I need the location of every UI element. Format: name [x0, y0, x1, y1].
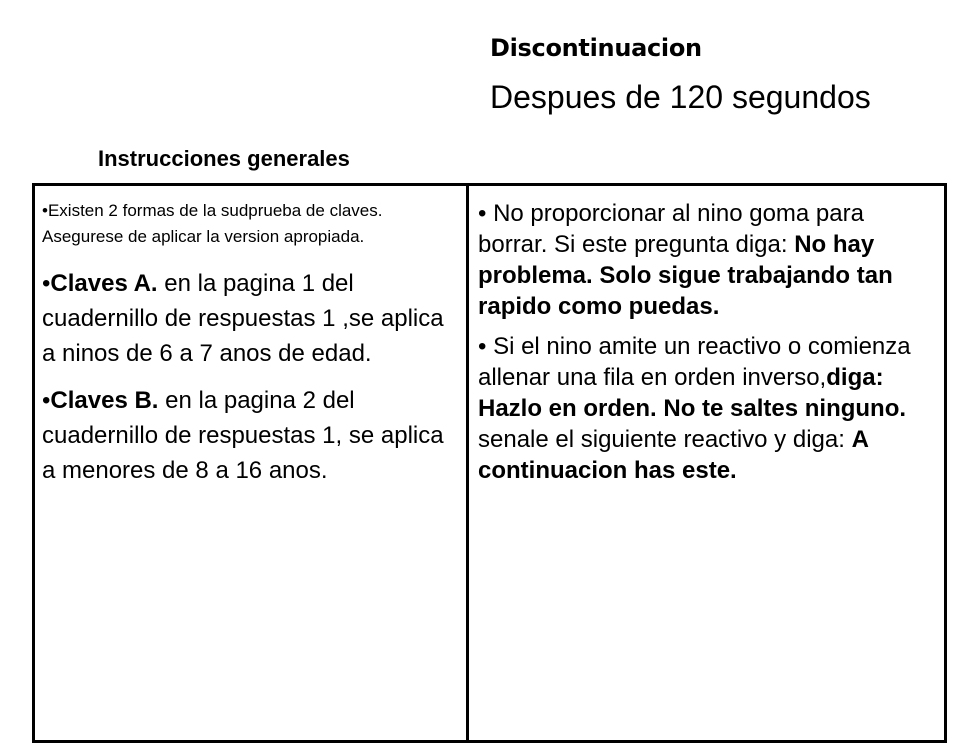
claves-b-item — [42, 383, 452, 488]
bullet: • — [42, 387, 51, 414]
eraser-response: No hay problema. Solo sigue trabajando tan rapido como puedas. — [478, 231, 893, 320]
skip-text: Si el nino amite un reactivo o comienza allenar una fila en orden inverso, — [478, 333, 911, 391]
bullet: • — [42, 270, 51, 297]
claves-b-label: Claves B. — [50, 387, 159, 414]
skip-instruction — [478, 331, 938, 486]
forms-note — [42, 198, 452, 250]
claves-a-text: en la pagina 1 del cuadernillo de respuestas 1 ,se aplica a ninos de 6 a 7 anos de edad. — [42, 270, 444, 367]
claves-a-label: Claves A. — [50, 270, 158, 297]
right-column — [478, 198, 938, 495]
bullet: • — [478, 333, 494, 360]
instructions-table — [32, 183, 947, 743]
section-heading: Instrucciones generales — [98, 146, 350, 171]
bullet: • — [478, 200, 494, 227]
bullet: • — [42, 201, 48, 220]
eraser-instruction — [478, 198, 938, 322]
page-title: Discontinuacion — [490, 34, 702, 62]
skip-text-continued: senale el siguiente reactivo y diga: — [478, 426, 852, 453]
left-column — [42, 198, 452, 500]
page-subtitle: Despues de 120 segundos — [490, 79, 871, 115]
eraser-text: No proporcionar al nino goma para borrar. Si este pregunta diga: — [478, 200, 864, 258]
skip-response: diga: Hazlo en orden. No te saltes ninguno. — [478, 364, 907, 422]
continue-response: A continuacion has este. — [478, 426, 869, 484]
forms-note-text: Existen 2 formas de la sudprueba de claves. Asegurese de aplicar la version apropiada. — [42, 201, 383, 246]
claves-a-item — [42, 266, 452, 371]
column-divider — [466, 186, 469, 740]
claves-b-text: en la pagina 2 del cuadernillo de respuestas 1, se aplica a menores de 8 a 16 anos. — [42, 387, 444, 484]
